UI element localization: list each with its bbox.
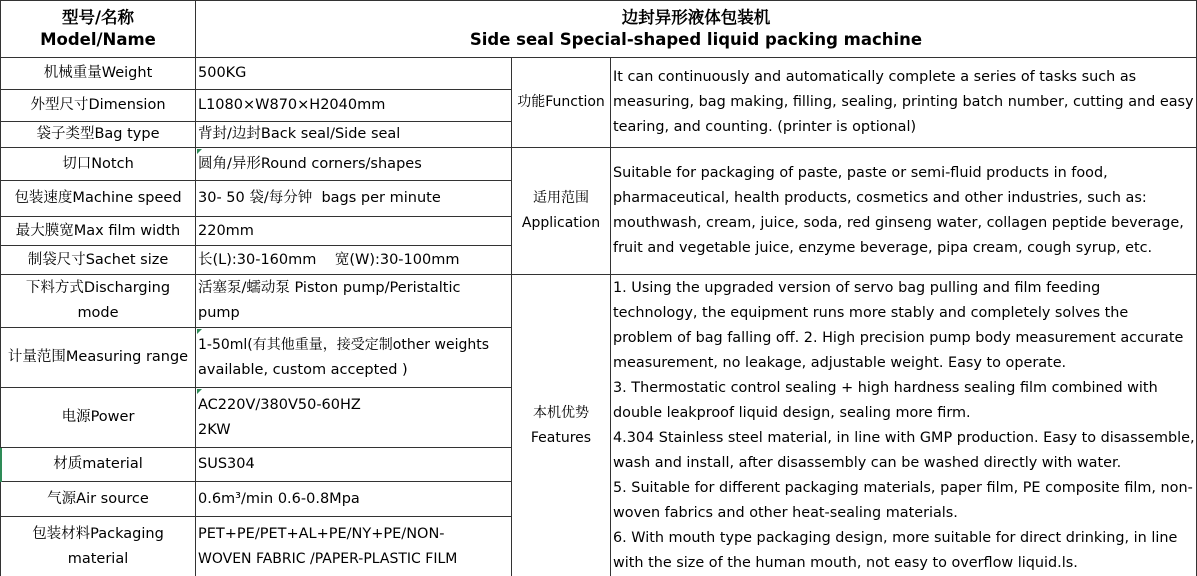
- spec-label-text: mode: [77, 305, 119, 321]
- application-line: Suitable for packaging of paste, paste or semi-fluid products in food,: [613, 165, 1108, 181]
- features-label: [512, 275, 611, 576]
- application-label-cn: 适用范围: [533, 190, 589, 206]
- cell-marker: [197, 329, 202, 334]
- spec-label-text: 机械重量Weight: [43, 65, 153, 81]
- spec-value-text: 2KW: [198, 421, 231, 438]
- function-line: tearing, and counting. (printer is optional): [613, 119, 917, 135]
- spec-label-bag-type: [0, 122, 196, 148]
- spec-label-speed: [0, 181, 196, 217]
- spec-value-packaging-material: [196, 517, 512, 576]
- spec-value-film-width: [196, 217, 512, 246]
- spec-value-speed: [196, 181, 512, 217]
- application-description: [611, 148, 1197, 275]
- spec-label-measuring: [0, 328, 196, 388]
- features-line: double leakproof liquid design, sealing more firm.: [613, 405, 971, 421]
- spec-label-sachet-size: [0, 246, 196, 275]
- spec-label-air-source: [0, 482, 196, 517]
- application-label-en: Application: [521, 215, 601, 231]
- function-label-text: 功能Function: [517, 94, 605, 110]
- features-line: measurement, no leakage, adjustable weight. Easy to operate.: [613, 355, 1067, 371]
- features-label-en: Features: [530, 429, 592, 446]
- spec-value-text: L1080×W870×H2040mm: [198, 97, 386, 113]
- spec-value-text: 活塞泵/蠕动泵 Piston pump/Peristaltic: [198, 280, 461, 296]
- cell-marker: [197, 149, 202, 154]
- features-line: problem of bag falling off. 2. High precision pump body measurement accurate: [613, 330, 1184, 346]
- spec-value-discharging: [196, 275, 512, 328]
- spec-value-material: [196, 448, 512, 482]
- spec-value-text: pump: [198, 305, 240, 321]
- cell-marker: [0, 448, 2, 482]
- features-line: technology, the equipment runs more stably and completely solves the: [613, 305, 1129, 321]
- machine-title-en: Side seal Special-shaped liquid packing machine: [469, 30, 923, 49]
- spec-label-text: 制袋尺寸Sachet size: [27, 251, 169, 268]
- spec-label-text: 电源Power: [61, 409, 135, 425]
- spec-value-power: [196, 388, 512, 448]
- spec-value-sachet-size: [196, 246, 512, 275]
- spec-label-text: 下料方式Discharging: [25, 280, 171, 296]
- features-label-cn: 本机优势: [533, 404, 589, 421]
- spec-label-weight: [0, 58, 196, 90]
- spec-value-text: 圆角/异形Round corners/shapes: [198, 155, 422, 172]
- features-line: 5. Suitable for different packaging materials, paper film, PE composite film, non-: [613, 480, 1193, 496]
- application-line: fruit and vegetable juice, enzyme beverage, pipa cream, cough syrup, etc.: [613, 240, 1153, 256]
- features-description: [611, 275, 1197, 576]
- spec-value-dimension: [196, 90, 512, 122]
- spec-value-text: available, custom accepted ): [198, 361, 408, 378]
- function-description: [611, 58, 1197, 148]
- machine-title-cn: 边封异形液体包装机: [621, 8, 771, 27]
- function-line: It can continuously and automatically complete a series of tasks such as: [613, 69, 1137, 85]
- spec-label-text: 袋子类型Bag type: [36, 126, 160, 142]
- cell-marker: [197, 389, 202, 394]
- application-line: mouthwash, cream, juice, soda, red ginseng water, collagen peptide beverage,: [613, 215, 1184, 231]
- spec-label-text: 材质material: [53, 456, 143, 472]
- spec-value-measuring: [196, 328, 512, 388]
- model-name-en: Model/Name: [40, 30, 156, 49]
- features-line: with the size of the human mouth, not easy to overflow liquid.ls.: [613, 555, 1078, 571]
- spec-value-text: 1-50ml(有其他重量，接受定制other weights: [198, 336, 490, 353]
- spec-label-material: [0, 448, 196, 482]
- spec-label-text: 外型尺寸Dimension: [30, 97, 166, 113]
- spec-value-text: WOVEN FABRIC /PAPER-PLASTIC FILM: [198, 550, 458, 567]
- spec-label-text: material: [67, 550, 129, 567]
- spec-value-text: 长(L):30-160mm 宽(W):30-100mm: [198, 251, 460, 268]
- features-line: 3. Thermostatic control sealing + high hardness sealing film combined with: [613, 380, 1158, 396]
- spec-label-notch: [0, 148, 196, 181]
- spec-label-dimension: [0, 90, 196, 122]
- spec-label-text: 包装速度Machine speed: [14, 190, 182, 206]
- spec-value-text: 0.6m³/min 0.6-0.8Mpa: [198, 490, 360, 507]
- spec-value-text: PET+PE/PET+AL+PE/NY+PE/NON-: [198, 525, 445, 542]
- spec-value-text: 500KG: [198, 65, 247, 81]
- spec-value-bag-type: [196, 122, 512, 148]
- spec-value-text: AC220V/380V50-60HZ: [198, 396, 361, 413]
- spec-value-weight: [196, 58, 512, 90]
- machine-title-header: [196, 0, 1197, 58]
- features-line: 4.304 Stainless steel material, in line with GMP production. Easy to disassemble,: [613, 430, 1195, 446]
- spec-label-text: 切口Notch: [62, 155, 134, 172]
- model-name-cn: 型号/名称: [61, 8, 135, 27]
- features-line: 1. Using the upgraded version of servo bag pulling and film feeding: [613, 280, 1101, 296]
- spec-label-discharging: [0, 275, 196, 328]
- spec-value-text: 30- 50 袋/每分钟 bags per minute: [198, 190, 441, 206]
- spec-value-air-source: [196, 482, 512, 517]
- spec-label-power: [0, 388, 196, 448]
- spec-value-text: 220mm: [198, 222, 254, 239]
- features-line: woven fabrics and other heat-sealing materials.: [613, 505, 958, 521]
- model-name-header: [0, 0, 196, 58]
- spec-label-text: 气源Air source: [47, 490, 149, 507]
- spec-label-text: 包装材料Packaging: [32, 525, 164, 542]
- function-line: measuring, bag making, filling, sealing, printing batch number, cutting and easy: [613, 94, 1194, 110]
- function-label: [512, 58, 611, 148]
- spec-value-text: 背封/边封Back seal/Side seal: [198, 126, 401, 142]
- spec-value-notch: [196, 148, 512, 181]
- features-line: wash and install, after disassembly can be washed directly with water.: [613, 455, 1122, 471]
- features-line: 6. With mouth type packaging design, more suitable for direct drinking, in line: [613, 530, 1178, 546]
- spec-label-film-width: [0, 217, 196, 246]
- spec-value-text: SUS304: [198, 456, 255, 472]
- spec-label-packaging-material: [0, 517, 196, 576]
- spec-label-text: 计量范围Measuring range: [7, 349, 189, 365]
- application-label: [512, 148, 611, 275]
- application-line: pharmaceutical, health products, cosmetics and other industries, such as:: [613, 190, 1147, 206]
- spec-label-text: 最大膜宽Max film width: [15, 222, 181, 239]
